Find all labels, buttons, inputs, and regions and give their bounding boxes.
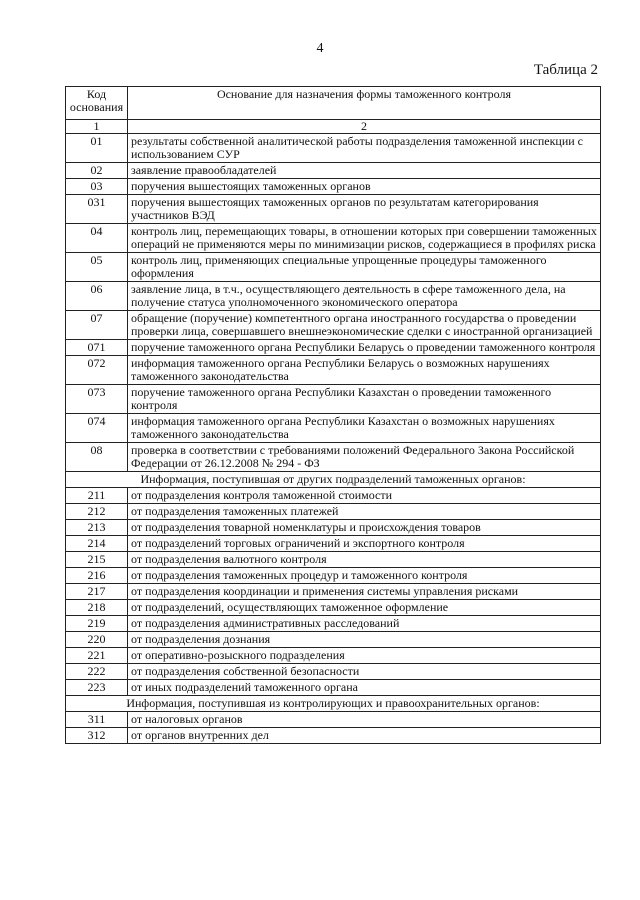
table-row [66,253,601,282]
basis-description: контроль лиц, применяющих специальные упрощенные процедуры таможенного оформления [127,253,600,282]
basis-description: от оперативно-розыскного подразделения [127,648,600,664]
column-number-row [66,120,601,134]
basis-code: 311 [66,712,128,728]
table-row [66,195,601,224]
table-row [66,568,601,584]
header-basis: Основание для назначения формы таможенного контроля [127,87,600,120]
basis-code: 223 [66,680,128,696]
column-number-1: 1 [66,120,128,134]
table-row [66,536,601,552]
basis-description: заявление лица, в т.ч., осуществляющего деятельность в сфере таможенного дела, на получение статуса уполномоченного экономического оператора [127,282,600,311]
basis-description: поручение таможенного органа Республики Казахстан о проведении таможенного контроля [127,385,600,414]
table-row [66,664,601,680]
basis-description: информация таможенного органа Республики Беларусь о возможных нарушениях таможенного законодательства [127,356,600,385]
basis-code: 08 [66,443,128,472]
table-row [66,340,601,356]
basis-code: 05 [66,253,128,282]
basis-description: от подразделения валютного контроля [127,552,600,568]
basis-description: заявление правообладателей [127,163,600,179]
basis-description: от органов внутренних дел [127,728,600,744]
basis-code: 215 [66,552,128,568]
basis-description: контроль лиц, перемещающих товары, в отношении которых при совершении таможенных операций не применяются меры по минимизации рисков, содержащиеся в профилях риска [127,224,600,253]
table-row [66,632,601,648]
table-row [66,728,601,744]
table-caption: Таблица 2 [533,62,598,78]
basis-code: 072 [66,356,128,385]
basis-description: поручения вышестоящих таможенных органов [127,179,600,195]
basis-description: от подразделения координации и применения системы управления рисками [127,584,600,600]
table-row [66,584,601,600]
basis-description: поручения вышестоящих таможенных органов по результатам категорирования участников ВЭД [127,195,600,224]
basis-description: от подразделений, осуществляющих таможенное оформление [127,600,600,616]
table-row [66,414,601,443]
table-row [66,163,601,179]
basis-code: 214 [66,536,128,552]
section-header-row [66,696,601,712]
basis-code: 217 [66,584,128,600]
table-row [66,385,601,414]
basis-description: поручение таможенного органа Республики Беларусь о проведении таможенного контроля [127,340,600,356]
basis-description: от иных подразделений таможенного органа [127,680,600,696]
basis-code: 221 [66,648,128,664]
basis-code: 031 [66,195,128,224]
table-row [66,600,601,616]
basis-code: 07 [66,311,128,340]
basis-code: 073 [66,385,128,414]
basis-code: 218 [66,600,128,616]
basis-description: информация таможенного органа Республики Казахстан о возможных нарушениях таможенного законодательства [127,414,600,443]
basis-code: 06 [66,282,128,311]
table-header-row [66,87,601,120]
table-row [66,552,601,568]
basis-code: 216 [66,568,128,584]
basis-description: от подразделения контроля таможенной стоимости [127,488,600,504]
table-row [66,224,601,253]
table-row [66,712,601,728]
basis-description: от подразделения административных расследований [127,616,600,632]
section-title: Информация, поступившая от других подразделений таможенных органов: [66,472,601,488]
basis-code: 04 [66,224,128,253]
table-row [66,616,601,632]
basis-description: результаты собственной аналитической работы подразделения таможенной инспекции с использованием СУР [127,134,600,163]
basis-code: 02 [66,163,128,179]
table-body [66,134,601,744]
basis-code: 220 [66,632,128,648]
table-row [66,443,601,472]
column-number-2: 2 [127,120,600,134]
basis-code: 312 [66,728,128,744]
basis-code: 071 [66,340,128,356]
basis-description: обращение (поручение) компетентного органа иностранного государства о проведении проверки лица, совершавшего внешнеэкономические сделки с иностранной организацией [127,311,600,340]
table-row [66,648,601,664]
table-row [66,504,601,520]
section-title: Информация, поступившая из контролирующих и правоохранительных органов: [66,696,601,712]
basis-description: от подразделения таможенных процедур и таможенного контроля [127,568,600,584]
basis-code: 213 [66,520,128,536]
table-row [66,179,601,195]
table-row [66,311,601,340]
basis-code: 222 [66,664,128,680]
basis-code: 211 [66,488,128,504]
table-row [66,488,601,504]
basis-code: 03 [66,179,128,195]
basis-description: от налоговых органов [127,712,600,728]
basis-description: от подразделения дознания [127,632,600,648]
basis-description: от подразделений торговых ограничений и экспортного контроля [127,536,600,552]
basis-description: от подразделения собственной безопасности [127,664,600,680]
table-row [66,282,601,311]
basis-description: от подразделения товарной номенклатуры и происхождения товаров [127,520,600,536]
section-header-row [66,472,601,488]
basis-codes-table [65,86,601,744]
header-code: Код основания [66,87,128,120]
table-row [66,134,601,163]
page-number: 4 [316,41,324,56]
table-row [66,356,601,385]
basis-code: 219 [66,616,128,632]
basis-description: проверка в соответствии с требованиями положений Федерального Закона Российской Федерации от 26.12.2008 № 294 - ФЗ [127,443,600,472]
basis-code: 074 [66,414,128,443]
table-row [66,680,601,696]
table-row [66,520,601,536]
basis-description: от подразделения таможенных платежей [127,504,600,520]
basis-code: 01 [66,134,128,163]
basis-code: 212 [66,504,128,520]
